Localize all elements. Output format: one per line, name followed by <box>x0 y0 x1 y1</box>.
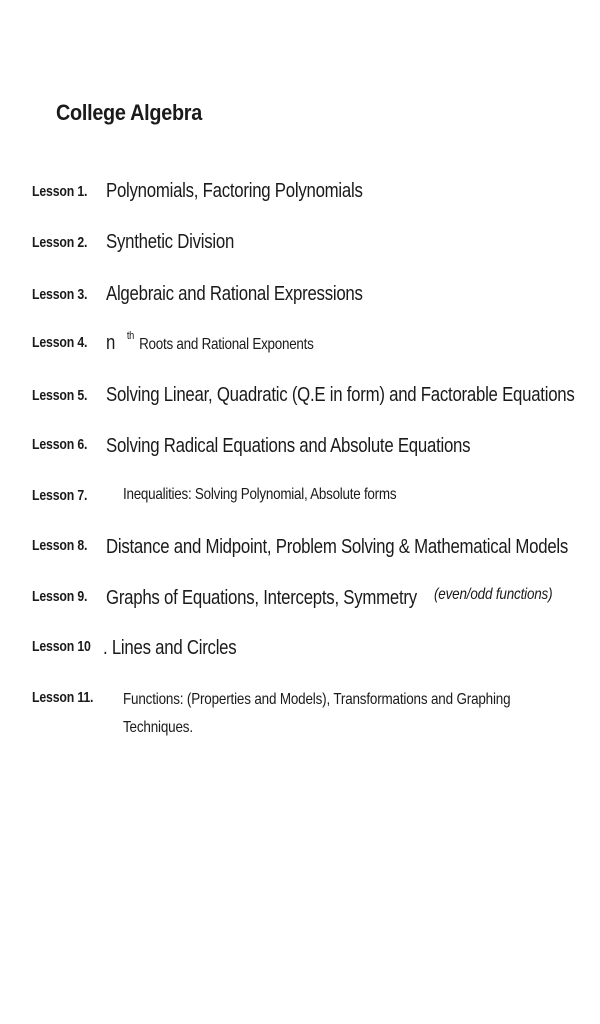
lesson-title: Algebraic and Rational Expressions <box>106 283 363 305</box>
lesson-label: Lesson 7. <box>32 487 88 504</box>
lesson-title: Distance and Midpoint, Problem Solving & Mathematical Models <box>106 536 569 558</box>
lesson-label: Lesson 11. <box>32 689 94 706</box>
lesson-title: Functions: (Properties and Models), Transformations and Graphing Techniques. <box>123 691 511 736</box>
lesson-label: Lesson 10 <box>32 638 91 655</box>
lesson-title: Synthetic Division <box>106 231 235 253</box>
lesson-title: Solving Radical Equations and Absolute Equations <box>106 435 471 457</box>
math-n-symbol: n <box>106 332 116 354</box>
lesson-label: Lesson 4. <box>32 334 88 351</box>
lesson-title: Polynomials, Factoring Polynomials <box>106 180 363 202</box>
lesson-title: Inequalities: Solving Polynomial, Absolute forms <box>123 486 397 503</box>
lesson-title: . Lines and Circles <box>103 637 237 659</box>
lesson-label: Lesson 5. <box>32 387 88 404</box>
lesson-label: Lesson 1. <box>32 183 88 200</box>
lesson-note: (even/odd functions) <box>434 586 553 603</box>
lesson-label: Lesson 3. <box>32 286 88 303</box>
lesson-title-rest: Roots and Rational Exponents <box>139 336 314 353</box>
lesson-label: Lesson 6. <box>32 436 88 453</box>
lesson-label: Lesson 8. <box>32 537 88 554</box>
lesson-label: Lesson 2. <box>32 234 88 251</box>
lesson-label: Lesson 9. <box>32 588 88 605</box>
page-title: College Algebra <box>56 100 202 125</box>
lesson-title: Graphs of Equations, Intercepts, Symmetry <box>106 587 417 609</box>
superscript-th: th <box>126 330 135 342</box>
lesson-title <box>106 332 314 355</box>
lesson-title: Solving Linear, Quadratic (Q.E in form) and Factorable Equations <box>106 384 575 406</box>
